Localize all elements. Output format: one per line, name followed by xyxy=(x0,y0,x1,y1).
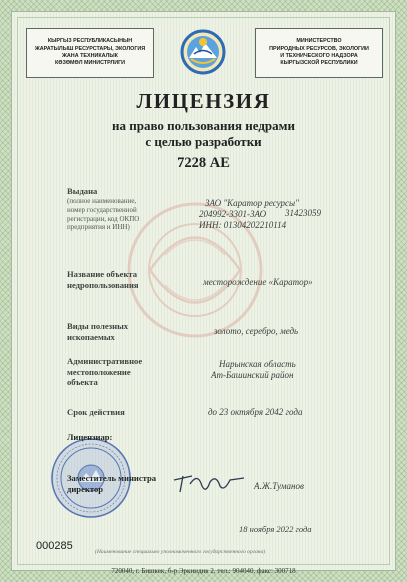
kyrgyz-agency-line: ЖАРАТЫЛЫШ РЕСУРСТАРЫ, ЭКОЛОГИЯ xyxy=(34,45,146,52)
issued-sublabel xyxy=(67,197,187,232)
deputy-label-line: Заместитель министра xyxy=(67,473,157,483)
minerals-value: золото, серебро, медь xyxy=(214,326,299,336)
term-label: Срок действия xyxy=(67,407,125,417)
issued-sublabel-line: (полное наименование, xyxy=(67,197,137,205)
agency-address: 720040, г. Бишкек, б-р Эркиндик 2, тел.: 904040, факс: 300718 xyxy=(111,567,296,575)
state-emblem-icon xyxy=(180,27,226,77)
location-label xyxy=(67,356,142,388)
object-label-line: Название объекта xyxy=(67,269,138,279)
inn-number: ИНН: 01304202210114 xyxy=(199,220,287,230)
object-value: месторождение «Каратор» xyxy=(203,277,313,287)
district-value: Ат-Башинский район xyxy=(211,370,294,380)
kyrgyz-agency-line: КӨЗӨМӨЛ МИНИСТРЛИГИ xyxy=(54,60,126,67)
issued-sublabel-line: номер государственной xyxy=(67,205,137,214)
location-label-line: объекта xyxy=(67,377,98,387)
minerals-label xyxy=(67,321,128,342)
licensor-label: Лицензиар: xyxy=(67,432,113,442)
russian-agency-line: КЫРГЫЗСКОЙ РЕСПУБЛИКИ xyxy=(280,60,358,67)
kyrgyz-agency-header xyxy=(26,28,154,78)
location-label-line: Административное xyxy=(67,356,143,366)
serial-number: 000285 xyxy=(36,540,73,552)
russian-agency-line: И ТЕХНИЧЕСКОГО НАДЗОРА xyxy=(280,53,358,59)
registration-number: 204992-3301-ЗАО xyxy=(199,209,267,219)
deputy-label xyxy=(67,473,156,494)
license-title: ЛИЦЕНЗИЯ xyxy=(136,89,271,113)
object-label-line: недропользования xyxy=(67,279,139,290)
issued-sublabel-line: регистрации, код ОКПО xyxy=(67,214,140,223)
term-value: до 23 октября 2042 года xyxy=(208,407,303,417)
license-purpose-line2: с целью разработки xyxy=(145,134,262,149)
kyrgyz-agency-line: ЖАНА ТЕХНИКАЛЫК xyxy=(62,53,118,59)
deputy-label-line: директор xyxy=(67,483,104,494)
signer-name: А.Ж.Туманов xyxy=(254,481,304,491)
minerals-label-line: ископаемых xyxy=(67,331,115,342)
company-name: ЗАО "Каратор ресурсы" xyxy=(205,198,299,208)
issued-label: Выдана xyxy=(67,186,98,196)
region-value: Нарынская область xyxy=(219,359,296,369)
location-label-line: местоположение xyxy=(67,366,131,377)
signature-icon xyxy=(170,466,250,496)
issue-date: 18 ноября 2022 года xyxy=(239,524,312,534)
license-number: 7228 АЕ xyxy=(177,155,230,171)
issued-sublabel-line: предприятия и ИНН) xyxy=(67,223,130,232)
kyrgyz-agency-line: КЫРГЫЗ РЕСПУБЛИКАСЫНЫН xyxy=(47,38,133,45)
russian-agency-header xyxy=(255,28,383,78)
minerals-label-line: Виды полезных xyxy=(67,321,129,331)
object-label xyxy=(67,269,139,290)
okpo-code: 31423059 xyxy=(285,208,321,218)
russian-agency-line: ПРИРОДНЫХ РЕСУРСОВ, ЭКОЛОГИИ xyxy=(269,45,369,52)
license-purpose-line1: на право пользования недрами xyxy=(112,118,295,133)
agency-note: (Наименование специально уполномоченного государственного органа) xyxy=(95,549,266,555)
russian-agency-line: МИНИСТЕРСТВО xyxy=(296,38,342,45)
